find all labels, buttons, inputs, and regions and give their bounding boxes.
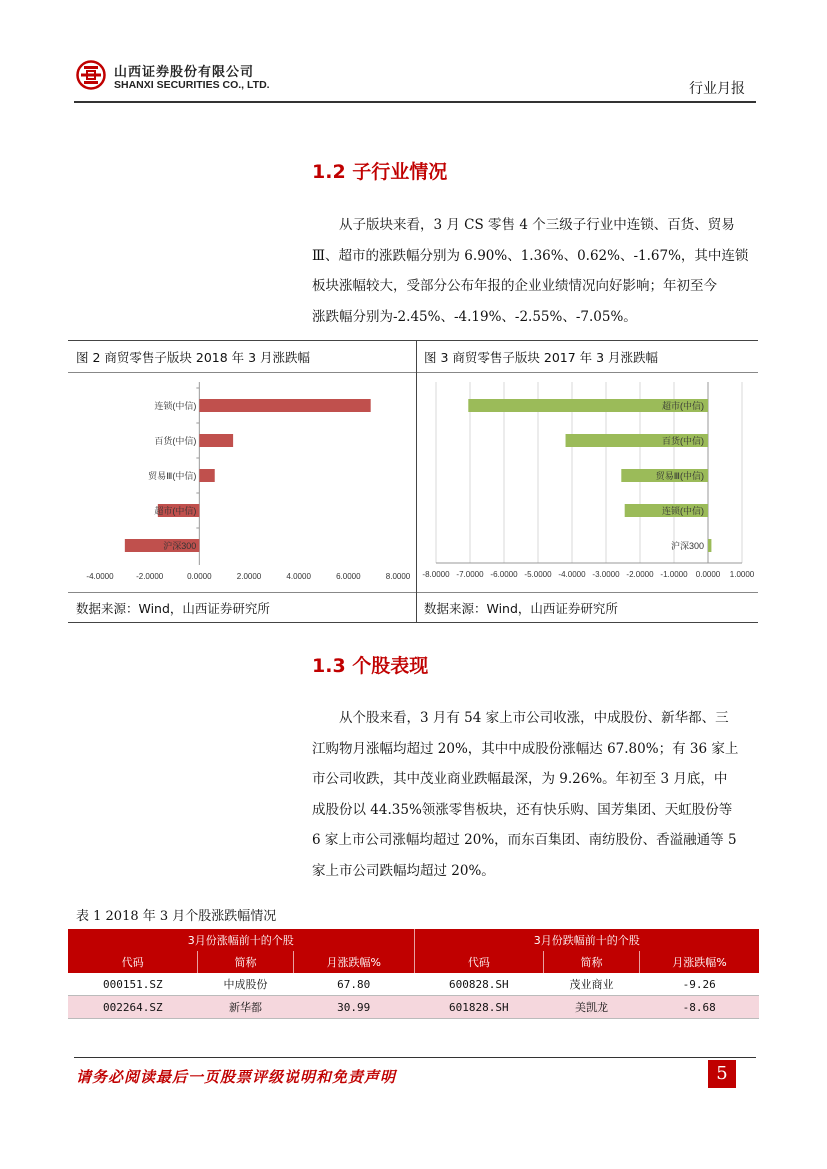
paragraph-line: 从子版块来看，3 月 CS 零售 4 个三级子行业中连锁、百货、贸易	[339, 217, 735, 233]
company-name-cn: 山西证券股份有限公司	[114, 65, 255, 80]
x-tick-label: -4.0000	[558, 570, 586, 579]
category-label: 贸易Ⅲ(中信)	[655, 471, 704, 481]
header-divider	[74, 101, 756, 103]
x-tick-label: 1.0000	[729, 570, 755, 579]
x-tick-label: 8.0000	[385, 572, 411, 581]
section-1-3-paragraph	[312, 703, 752, 886]
figure-2-title: 图 2 商贸零售子版块 2018 年 3 月涨跌幅	[76, 350, 311, 365]
category-label: 百货(中信)	[662, 436, 704, 446]
footer-divider	[74, 1057, 756, 1058]
table-row	[68, 973, 759, 996]
x-tick-label: 4.0000	[286, 572, 311, 581]
paragraph-line: Ⅲ、超市的涨跌幅分别为 6.90%、1.36%、0.62%、-1.67%，其中连锁	[312, 247, 749, 264]
x-tick-label: -8.0000	[422, 570, 450, 579]
paragraph-line: 板块涨幅较大，受部分公布年报的企业业绩情况向好影响；年初至今	[312, 278, 717, 294]
table-cell: 67.80	[293, 973, 414, 996]
x-tick-label: -7.0000	[456, 570, 484, 579]
x-tick-label: -2.0000	[626, 570, 654, 579]
paragraph-line: 江购物月涨幅均超过 20%，其中中成股份涨幅达 67.80%；有 36 家上	[312, 740, 739, 757]
bar	[199, 434, 233, 447]
column-header: 代码	[414, 951, 544, 973]
figure-top-rule	[68, 340, 758, 341]
category-label: 百货(中信)	[154, 436, 197, 446]
table-cell: 601828.SH	[414, 996, 544, 1019]
table-cell: 600828.SH	[414, 973, 544, 996]
category-label: 连锁(中信)	[662, 506, 704, 516]
table-row	[68, 996, 759, 1019]
group-header-top-losers: 3月份跌幅前十的个股	[414, 929, 759, 951]
column-header: 月涨跌幅%	[639, 951, 759, 973]
category-label: 沪深300	[163, 541, 197, 551]
table-cell: 000151.SZ	[68, 973, 198, 996]
table-caption: 表 1 2018 年 3 月个股涨跌幅情况	[76, 909, 277, 924]
figure-3-source: 数据来源：Wind，山西证券研究所	[424, 601, 618, 616]
stock-performance-table	[68, 929, 759, 1019]
x-tick-label: -1.0000	[660, 570, 688, 579]
x-tick-label: -2.0000	[136, 572, 164, 581]
column-header: 简称	[198, 951, 294, 973]
figure-title-rule	[68, 372, 758, 373]
column-header: 月涨跌幅%	[293, 951, 414, 973]
figure-bottom-rule	[68, 622, 758, 623]
table-cell: 新华都	[198, 996, 294, 1019]
x-tick-label: -5.0000	[524, 570, 552, 579]
bar	[708, 539, 711, 552]
paragraph-line: 家上市公司跌幅均超过 20%。	[312, 862, 495, 879]
table-cell: 中成股份	[198, 973, 294, 996]
disclaimer-text: 请务必阅读最后一页股票评级说明和免责声明	[76, 1068, 397, 1086]
x-tick-label: 2.0000	[236, 572, 262, 581]
paragraph-line: 成股份以 44.35%领涨零售板块，还有快乐购、国芳集团、天虹股份等	[312, 801, 733, 818]
paragraph-line: 6 家上市公司涨幅均超过 20%，而东百集团、南纺股份、香溢融通等 5	[312, 832, 737, 848]
figure-3-title: 图 3 商贸零售子版块 2017 年 3 月涨跌幅	[424, 350, 659, 365]
figure-source-rule	[68, 592, 758, 593]
category-label: 超市(中信)	[154, 506, 197, 516]
paragraph-line: 市公司收跌，其中茂业商业跌幅最深，为 9.26%。年初至 3 月底，中	[312, 771, 728, 787]
column-header: 简称	[544, 951, 640, 973]
x-tick-label: 6.0000	[336, 572, 361, 581]
section-heading-1-3: 1.3 个股表现	[312, 655, 429, 677]
x-tick-label: 0.0000	[187, 572, 212, 581]
table-cell: 美凯龙	[544, 996, 640, 1019]
x-tick-label: -3.0000	[592, 570, 620, 579]
chart-2017-march	[420, 376, 758, 588]
bar	[199, 469, 214, 482]
section-heading-1-2: 1.2 子行业情况	[312, 161, 448, 183]
figure-divider	[416, 340, 417, 622]
category-label: 贸易Ⅲ(中信)	[148, 471, 197, 481]
table-cell: 茂业商业	[544, 973, 640, 996]
shanxi-securities-logo-icon	[76, 60, 106, 90]
table-cell: -8.68	[639, 996, 759, 1019]
x-tick-label: -4.0000	[86, 572, 114, 581]
table-cell: 002264.SZ	[68, 996, 198, 1019]
report-type-label: 行业月报	[689, 81, 745, 97]
category-label: 连锁(中信)	[154, 401, 197, 411]
column-header: 代码	[68, 951, 198, 973]
group-header-top-gainers: 3月份涨幅前十的个股	[68, 929, 414, 951]
category-label: 超市(中信)	[662, 401, 704, 411]
paragraph-line: 从个股来看，3 月有 54 家上市公司收涨，中成股份、新华都、三	[339, 710, 729, 726]
paragraph-line: 涨跌幅分别为-2.45%、-4.19%、-2.55%、-7.05%。	[312, 308, 637, 325]
category-label: 沪深300	[670, 541, 704, 551]
table-cell: 30.99	[293, 996, 414, 1019]
page-number: 5	[708, 1060, 736, 1088]
section-1-2-paragraph	[312, 210, 752, 332]
chart-2018-march	[70, 376, 415, 588]
table-cell: -9.26	[639, 973, 759, 996]
x-tick-label: -6.0000	[490, 570, 518, 579]
x-tick-label: 0.0000	[695, 570, 721, 579]
figure-2-source: 数据来源：Wind，山西证券研究所	[76, 601, 270, 616]
company-name-en: SHANXI SECURITIES CO., LTD.	[114, 79, 270, 91]
bar	[199, 399, 370, 412]
